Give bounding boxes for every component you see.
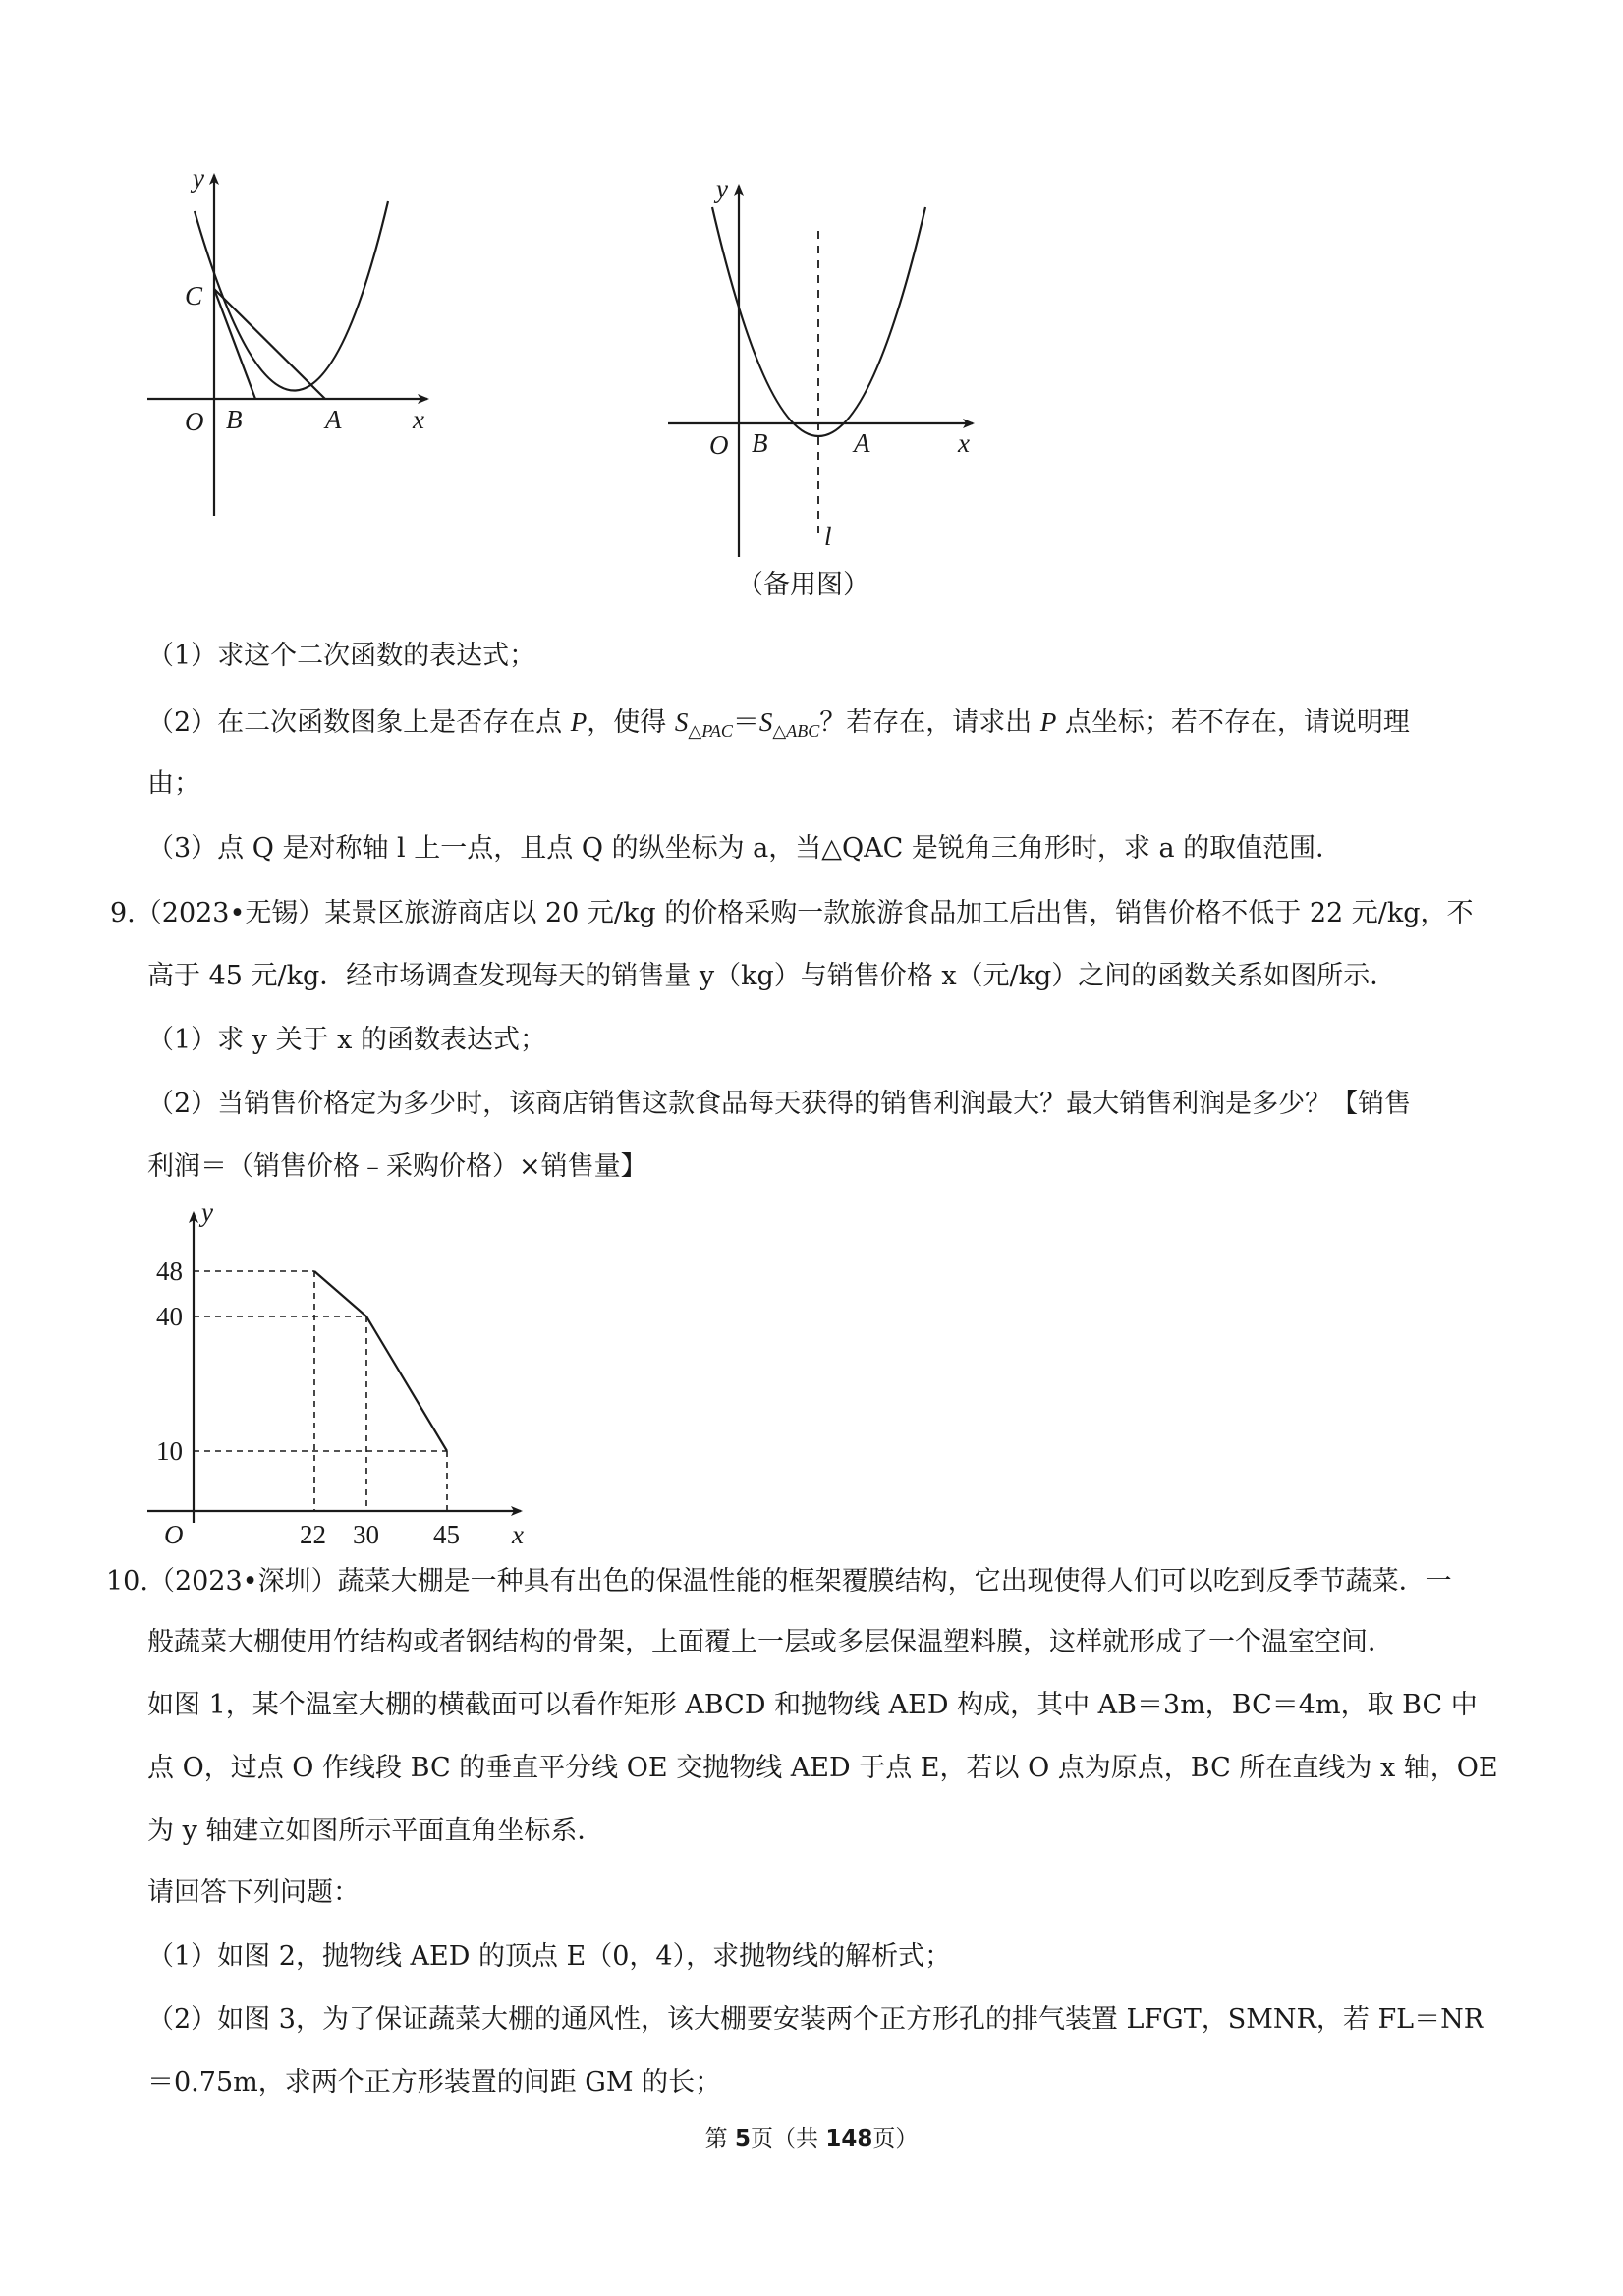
segment-CB [214,289,255,399]
q8-var: P [570,707,588,737]
tick-y-10: 10 [156,1436,183,1466]
label-B: B [226,405,243,434]
total-pages: 148 [825,2126,873,2152]
q9-line1: 9.（2023•无锡）某景区旅游商店以 20 元/kg 的价格采购一款旅游食品加工后出售，销售价格不低于 22 元/kg，不 [110,898,1474,928]
q10-line4: 点 O，过点 O 作线段 BC 的垂直平分线 OE 交抛物线 AED 于点 E，若以 O 点为原点，BC 所在直线为 x 轴，OE [147,1753,1498,1783]
footer-text: 页） [872,2126,919,2152]
figure-caption: （备用图） [737,570,869,600]
label-A: A [325,405,342,434]
q8-part3: （3）点 Q 是对称轴 l 上一点，且点 Q 的纵坐标为 a，当△QAC 是锐角三角形时，求 a 的取值范围． [147,833,1343,864]
q10-line1: 10.（2023•深圳）蔬菜大棚是一种具有出色的保温性能的框架覆膜结构，它出现使得人们可以吃到反季节蔬菜．一 [106,1566,1452,1596]
q8-var: P [1039,707,1057,737]
segment-CA [214,289,325,399]
q8-text: ？若存在，请求出 [819,707,1040,738]
page-footer [0,2124,1623,2154]
tick-x-22: 22 [300,1520,326,1549]
q10-line2: 般蔬菜大棚使用竹结构或者钢结构的骨架，上面覆上一层或多层保温塑料膜，这样就形成了一个温室空间． [147,1627,1394,1657]
label-O: O [164,1520,184,1549]
tick-x-30: 30 [353,1520,379,1549]
q10-part2: （2）如图 3，为了保证蔬菜大棚的通风性，该大棚要安装两个正方形孔的排气装置 LFGT，SMNR，若 FL＝NR [147,2004,1484,2035]
footer-text: 页（共 [751,2126,826,2152]
q10-prompt: 请回答下列问题： [147,1877,360,1908]
q8-part2 [147,702,1410,743]
q8-var: S [674,707,689,737]
q9-line2: 高于 45 元/kg．经市场调查发现每天的销售量 y（kg）与销售价格 x（元/kg）之间的函数关系如图所示． [147,961,1397,991]
tick-y-48: 48 [156,1257,183,1286]
tick-x-45: 45 [433,1520,460,1549]
q8-text: ＝ [732,707,759,738]
label-O: O [709,430,729,460]
label-y: y [201,1198,213,1227]
label-x: x [958,428,970,458]
parabola-figure-1 [128,157,452,531]
footer-text: 第 [704,2126,735,2152]
label-B: B [752,428,768,458]
q8-part1: （1）求这个二次函数的表达式； [147,641,536,671]
parabola-curve [195,201,388,391]
q10-part2-cont: ＝0.75m，求两个正方形装置的间距 GM 的长； [147,2067,722,2098]
q8-text: （2）在二次函数图象上是否存在点 [147,707,571,738]
tick-y-40: 40 [156,1302,183,1331]
label-x: x [512,1520,524,1549]
label-A: A [854,428,870,458]
q9-part1: （1）求 y 关于 x 的函数表达式； [147,1025,546,1055]
label-C: C [185,281,203,310]
label-l: l [824,522,832,551]
label-y: y [193,163,204,193]
q9-part2-cont: 利润＝（销售价格﹣采购价格）×销售量】 [147,1151,647,1182]
label-y: y [716,174,728,203]
parabola-figure-2 [653,172,1007,565]
q8-var: S [758,707,773,737]
q9-part2: （2）当销售价格定为多少时，该商店销售这款食品每天获得的销售利润最大？最大销售利润是多少？【销售 [147,1089,1412,1119]
q8-subscript: △PAC [688,721,733,742]
q8-text: ，使得 [587,707,675,738]
q8-subscript: △ABC [772,721,820,742]
q8-text: 点坐标；若不存在，请说明理 [1056,707,1410,738]
function-line [314,1271,447,1451]
label-O: O [185,407,204,436]
q10-part1: （1）如图 2，抛物线 AED 的顶点 E（0，4），求抛物线的解析式； [147,1941,952,1972]
q10-line3: 如图 1，某个温室大棚的横截面可以看作矩形 ABCD 和抛物线 AED 构成，其中 AB＝3m，BC＝4m，取 BC 中 [147,1690,1478,1720]
q10-line5: 为 y 轴建立如图所示平面直角坐标系． [147,1816,604,1846]
sales-graph [133,1194,545,1562]
page-number: 5 [734,2126,751,2152]
label-x: x [413,405,424,434]
q8-part2-cont: 由； [147,768,200,799]
